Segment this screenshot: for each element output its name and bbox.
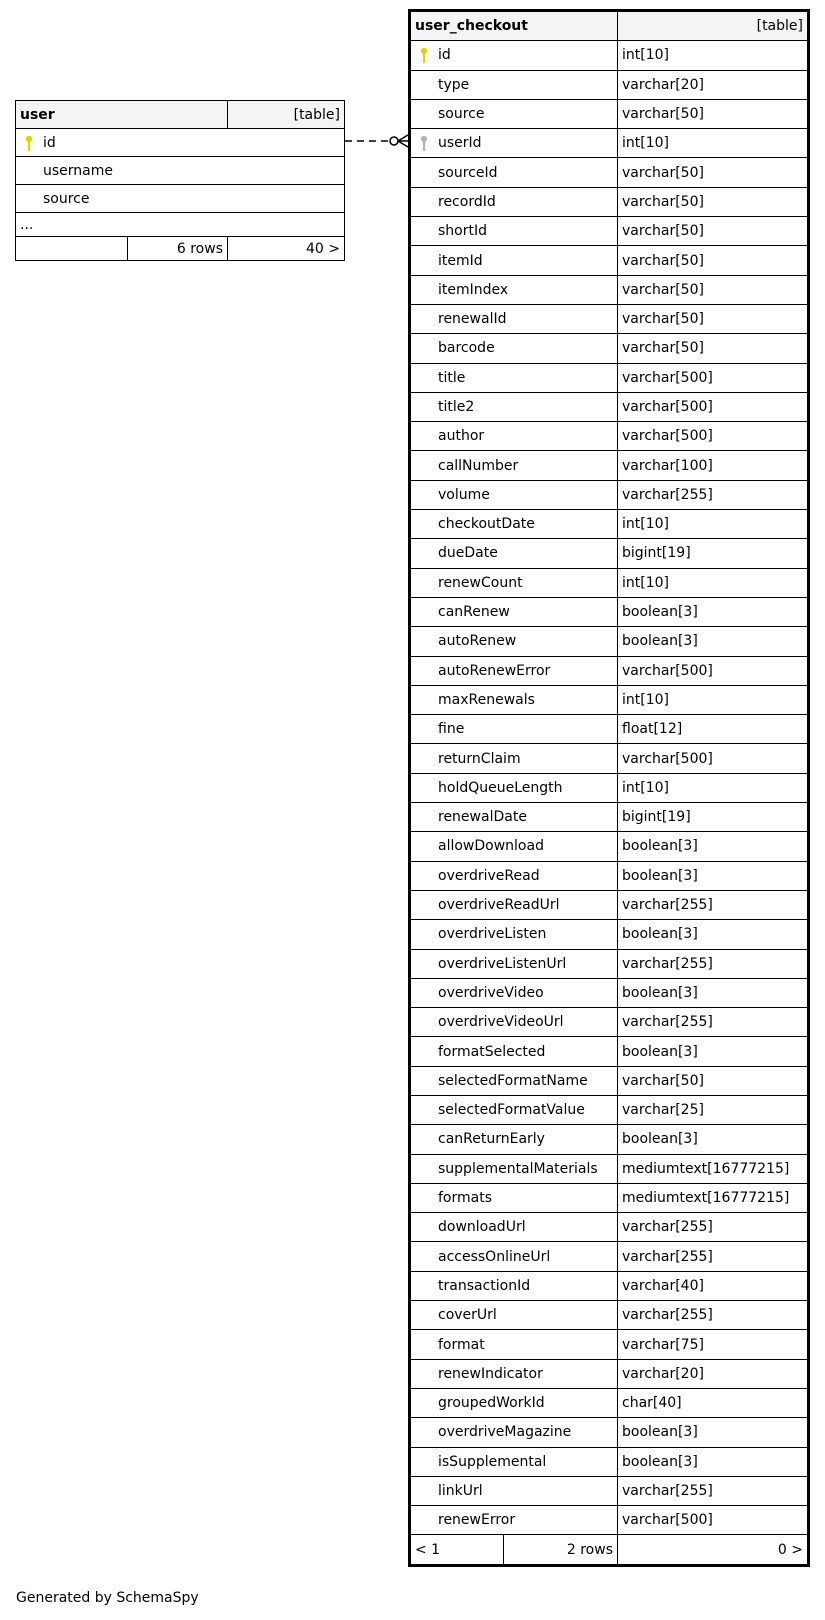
column-type: varchar[50] <box>618 275 808 304</box>
column-type: varchar[500] <box>618 392 808 421</box>
column-type: varchar[40] <box>618 1271 808 1300</box>
column-name: renewError <box>411 1506 618 1535</box>
table-row[interactable] <box>411 1301 808 1330</box>
table-row[interactable] <box>411 1359 808 1388</box>
table-row[interactable] <box>411 1008 808 1037</box>
column-type: varchar[20] <box>618 70 808 99</box>
column-name: formats <box>411 1183 618 1212</box>
table-row[interactable] <box>411 1125 808 1154</box>
column-name: barcode <box>411 334 618 363</box>
table-row[interactable] <box>411 803 808 832</box>
column-type: varchar[50] <box>618 246 808 275</box>
table-row[interactable] <box>411 1154 808 1183</box>
table-row[interactable] <box>411 1037 808 1066</box>
column-type: varchar[500] <box>618 422 808 451</box>
column-name: overdriveReadUrl <box>411 890 618 919</box>
table-row[interactable] <box>411 275 808 304</box>
column-name: checkoutDate <box>411 510 618 539</box>
table-row[interactable] <box>411 158 808 187</box>
user-table <box>15 100 345 261</box>
column-name: overdriveVideoUrl <box>411 1008 618 1037</box>
column-name: renewalDate <box>411 803 618 832</box>
children-count: 40 > <box>228 237 345 261</box>
column-name: type <box>411 70 618 99</box>
foreign-key-icon <box>419 135 429 152</box>
column-type: varchar[50] <box>618 1066 808 1095</box>
table-row[interactable] <box>411 1242 808 1271</box>
table-row[interactable] <box>411 656 808 685</box>
column-name: overdriveListenUrl <box>411 949 618 978</box>
column-type: boolean[3] <box>618 920 808 949</box>
table-row[interactable] <box>411 392 808 421</box>
column-type: int[10] <box>618 510 808 539</box>
column-name: volume <box>411 480 618 509</box>
table-row[interactable] <box>411 1506 808 1535</box>
column-type: varchar[255] <box>618 949 808 978</box>
column-name: coverUrl <box>411 1301 618 1330</box>
column-name: renewalId <box>411 304 618 333</box>
column-type: boolean[3] <box>618 1125 808 1154</box>
table-row[interactable] <box>411 217 808 246</box>
column-type: varchar[100] <box>618 451 808 480</box>
column-type: int[10] <box>618 773 808 802</box>
table-row[interactable] <box>411 920 808 949</box>
column-name: title2 <box>411 392 618 421</box>
column-type: varchar[75] <box>618 1330 808 1359</box>
column-type: float[12] <box>618 715 808 744</box>
column-name: downloadUrl <box>411 1213 618 1242</box>
column-name: accessOnlineUrl <box>411 1242 618 1271</box>
table-row[interactable] <box>411 480 808 509</box>
column-name: overdriveRead <box>411 861 618 890</box>
column-name: groupedWorkId <box>411 1388 618 1417</box>
table-row[interactable] <box>411 568 808 597</box>
column-type: varchar[25] <box>618 1095 808 1124</box>
table-row[interactable] <box>411 861 808 890</box>
table-row[interactable] <box>411 715 808 744</box>
table-row[interactable] <box>411 510 808 539</box>
table-row[interactable] <box>411 1447 808 1476</box>
table-row[interactable] <box>411 978 808 1007</box>
column-type: int[10] <box>618 568 808 597</box>
table-row[interactable] <box>411 99 808 128</box>
table-row[interactable] <box>411 41 808 70</box>
column-type: boolean[3] <box>618 1447 808 1476</box>
table-row[interactable] <box>411 539 808 568</box>
generated-by-label: Generated by SchemaSpy <box>16 1590 199 1606</box>
column-name: username <box>16 157 345 185</box>
column-type: bigint[19] <box>618 539 808 568</box>
table-kind: [table] <box>228 101 345 129</box>
table-row[interactable] <box>411 627 808 656</box>
column-name: isSupplemental <box>411 1447 618 1476</box>
column-name: id <box>411 41 618 70</box>
table-header <box>411 12 808 41</box>
relationship-connector <box>345 130 415 152</box>
column-name: id <box>16 129 345 157</box>
column-type: varchar[500] <box>618 744 808 773</box>
column-name: canRenew <box>411 597 618 626</box>
column-type: boolean[3] <box>618 978 808 1007</box>
table-row[interactable] <box>411 422 808 451</box>
table-row[interactable] <box>411 949 808 978</box>
table-row[interactable] <box>411 1271 808 1300</box>
column-type: varchar[255] <box>618 480 808 509</box>
footer-left <box>16 237 128 261</box>
column-type: mediumtext[16777215] <box>618 1183 808 1212</box>
column-name: formatSelected <box>411 1037 618 1066</box>
table-row[interactable] <box>411 1388 808 1417</box>
table-row[interactable] <box>411 246 808 275</box>
zero-cardinality-icon <box>390 137 398 145</box>
column-type: varchar[50] <box>618 217 808 246</box>
column-name: allowDownload <box>411 832 618 861</box>
column-name: renewIndicator <box>411 1359 618 1388</box>
column-name: recordId <box>411 187 618 216</box>
table-row[interactable] <box>411 597 808 626</box>
table-row[interactable] <box>411 1476 808 1505</box>
table-name: user_checkout <box>411 12 618 41</box>
column-name: maxRenewals <box>411 685 618 714</box>
column-name: shortId <box>411 217 618 246</box>
table-row[interactable] <box>411 304 808 333</box>
table-row[interactable] <box>411 1066 808 1095</box>
primary-key-icon <box>419 47 429 64</box>
table-footer <box>411 1535 808 1564</box>
column-type: varchar[500] <box>618 363 808 392</box>
column-type: boolean[3] <box>618 1418 808 1447</box>
column-name: overdriveMagazine <box>411 1418 618 1447</box>
user-checkout-table <box>410 11 808 1565</box>
column-name: sourceId <box>411 158 618 187</box>
column-name: source <box>16 185 345 213</box>
table-row[interactable] <box>411 773 808 802</box>
column-type: int[10] <box>618 129 808 158</box>
column-type: varchar[255] <box>618 1476 808 1505</box>
table-name: user <box>16 101 228 129</box>
table-row[interactable] <box>411 187 808 216</box>
column-type: varchar[50] <box>618 158 808 187</box>
table-row[interactable] <box>411 1095 808 1124</box>
column-type: boolean[3] <box>618 1037 808 1066</box>
row-count: 2 rows <box>504 1535 618 1564</box>
column-type: varchar[20] <box>618 1359 808 1388</box>
column-type: varchar[255] <box>618 890 808 919</box>
column-name: overdriveVideo <box>411 978 618 1007</box>
column-type: varchar[50] <box>618 99 808 128</box>
column-name: overdriveListen <box>411 920 618 949</box>
column-name: linkUrl <box>411 1476 618 1505</box>
column-name: callNumber <box>411 451 618 480</box>
column-type: boolean[3] <box>618 832 808 861</box>
column-name: canReturnEarly <box>411 1125 618 1154</box>
column-name: author <box>411 422 618 451</box>
column-type: varchar[500] <box>618 656 808 685</box>
table-row[interactable] <box>411 832 808 861</box>
column-name: userId <box>411 129 618 158</box>
column-name: fine <box>411 715 618 744</box>
column-name: title <box>411 363 618 392</box>
column-name: autoRenewError <box>411 656 618 685</box>
children-count: 0 > <box>618 1535 808 1564</box>
column-type: varchar[50] <box>618 334 808 363</box>
column-type: varchar[50] <box>618 187 808 216</box>
column-type: bigint[19] <box>618 803 808 832</box>
column-name: transactionId <box>411 1271 618 1300</box>
column-type: varchar[50] <box>618 304 808 333</box>
crows-foot-icon <box>398 135 408 147</box>
table-row[interactable] <box>411 744 808 773</box>
column-name: format <box>411 1330 618 1359</box>
column-name: renewCount <box>411 568 618 597</box>
column-name: autoRenew <box>411 627 618 656</box>
column-name: itemId <box>411 246 618 275</box>
table-footer <box>16 237 345 261</box>
primary-key-icon <box>24 135 34 152</box>
more-columns-row <box>16 213 345 237</box>
column-type: int[10] <box>618 685 808 714</box>
column-type: varchar[255] <box>618 1213 808 1242</box>
table-row[interactable] <box>411 363 808 392</box>
column-name: selectedFormatValue <box>411 1095 618 1124</box>
column-name: selectedFormatName <box>411 1066 618 1095</box>
row-count: 6 rows <box>128 237 228 261</box>
column-type: char[40] <box>618 1388 808 1417</box>
table-row[interactable] <box>411 70 808 99</box>
table-row[interactable] <box>16 157 345 185</box>
table-row[interactable] <box>16 185 345 213</box>
column-type: boolean[3] <box>618 597 808 626</box>
column-type: boolean[3] <box>618 627 808 656</box>
ellipsis: ... <box>16 213 345 237</box>
table-row[interactable] <box>411 685 808 714</box>
column-type: mediumtext[16777215] <box>618 1154 808 1183</box>
column-name: supplementalMaterials <box>411 1154 618 1183</box>
column-type: varchar[500] <box>618 1506 808 1535</box>
table-row[interactable] <box>411 334 808 363</box>
table-row[interactable] <box>411 129 808 158</box>
table-row[interactable] <box>411 1330 808 1359</box>
table-row[interactable] <box>411 1213 808 1242</box>
column-name: dueDate <box>411 539 618 568</box>
column-type: varchar[255] <box>618 1301 808 1330</box>
table-row[interactable] <box>411 1183 808 1212</box>
column-name: source <box>411 99 618 128</box>
table-row[interactable] <box>411 890 808 919</box>
column-name: returnClaim <box>411 744 618 773</box>
table-row[interactable] <box>411 1418 808 1447</box>
column-name: holdQueueLength <box>411 773 618 802</box>
table-row[interactable] <box>16 129 345 157</box>
column-type: int[10] <box>618 41 808 70</box>
table-header <box>16 101 345 129</box>
table-row[interactable] <box>411 451 808 480</box>
column-name: itemIndex <box>411 275 618 304</box>
parents-count: < 1 <box>411 1535 504 1564</box>
table-kind: [table] <box>618 12 808 41</box>
column-type: varchar[255] <box>618 1242 808 1271</box>
column-type: boolean[3] <box>618 861 808 890</box>
column-type: varchar[255] <box>618 1008 808 1037</box>
